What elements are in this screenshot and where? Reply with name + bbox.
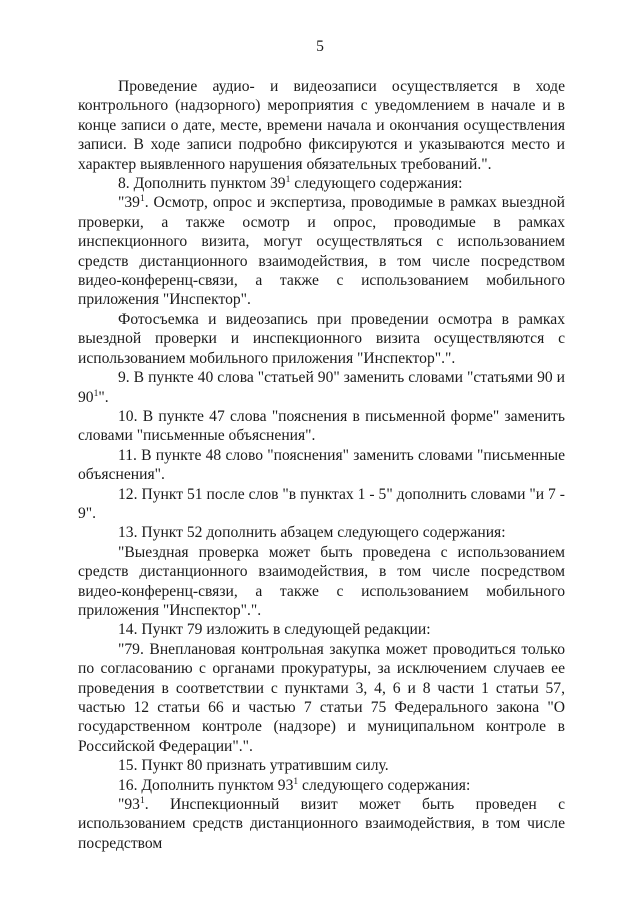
- paragraph-point-39-1: "$39^1$. Осмотр, опрос и экспертиза, проводимые в рамках выездной проверки, а также осмотр и опрос, проводимые в рамках инспекционного визита, могут осуществляться с использованием средств дистанционного взаимодействия, в том числе посредством видео-конференц-связи, а также с использованием мобильного приложения "Инспектор".: [78, 194, 565, 309]
- paragraph-amendment-14: 14. Пункт 79 изложить в следующей редакции:: [118, 621, 431, 639]
- paragraph-amendment-16: 16. Дополнить пунктом $93^1$ следующего содержания:: [118, 776, 471, 794]
- document-body: [78, 77, 565, 853]
- paragraph-amendment-10: 10. В пункте 47 слова "пояснения в письменной форме" заменить словами "письменные объяснения".: [78, 407, 565, 445]
- paragraph-amendment-8: 8. Дополнить пунктом $39^1$ следующего содержания:: [118, 175, 463, 193]
- paragraph-audio-video-recording: Проведение аудио- и видеозаписи осуществляется в ходе контрольного (надзорного) мероприятия с уведомлением в начале и в конце записи о дате, месте, времени начала и окончания осуществления записи. В ходе записи подробно фиксируются и указываются место и характер выявленного нарушения обязательных требований.".: [78, 78, 565, 173]
- paragraph-photo-video-inspection: Фотосъемка и видеозапись при проведении осмотра в рамках выездной проверки и инспекционного визита осуществляются с использованием мобильного приложения "Инспектор".".: [78, 310, 565, 367]
- paragraph-point-79: "79. Внеплановая контрольная закупка может проводиться только по согласованию с органами прокуратуры, за исключением случаев ее проведения в соответствии с пунктами 3, 4, 6 и 8 части 1 статьи 57, частью 12 статьи 66 и частью 7 статьи 75 Федерального закона "О государственном контроле (надзоре) и муниципальном контроле в Российской Федерации".".: [78, 640, 565, 755]
- paragraph-amendment-15: 15. Пункт 80 признать утратившим силу.: [118, 757, 389, 775]
- page-number: 5: [316, 38, 324, 55]
- paragraph-onsite-inspection-remote: "Выездная проверка может быть проведена с использованием средств дистанционного взаимодействия, в том числе посредством видео-конференц-связи, а также с использованием мобильного приложения "Инспектор".".: [78, 543, 565, 619]
- paragraph-amendment-9: 9. В пункте 40 слова "статьей 90" заменить словами "статьями 90 и $90^1$".: [78, 369, 565, 406]
- paragraph-point-93-1: "$93^1$. Инспекционный визит может быть проведен с использованием средств дистанционного взаимодействия, в том числе посредством: [78, 796, 565, 852]
- paragraph-amendment-12: 12. Пункт 51 после слов "в пунктах 1 - 5" дополнить словами "и 7 - 9".: [78, 485, 565, 522]
- paragraph-amendment-13: 13. Пункт 52 дополнить абзацем следующего содержания:: [118, 524, 506, 542]
- paragraph-amendment-11: 11. В пункте 48 слово "пояснения" заменить словами "письменные объяснения".: [78, 446, 565, 484]
